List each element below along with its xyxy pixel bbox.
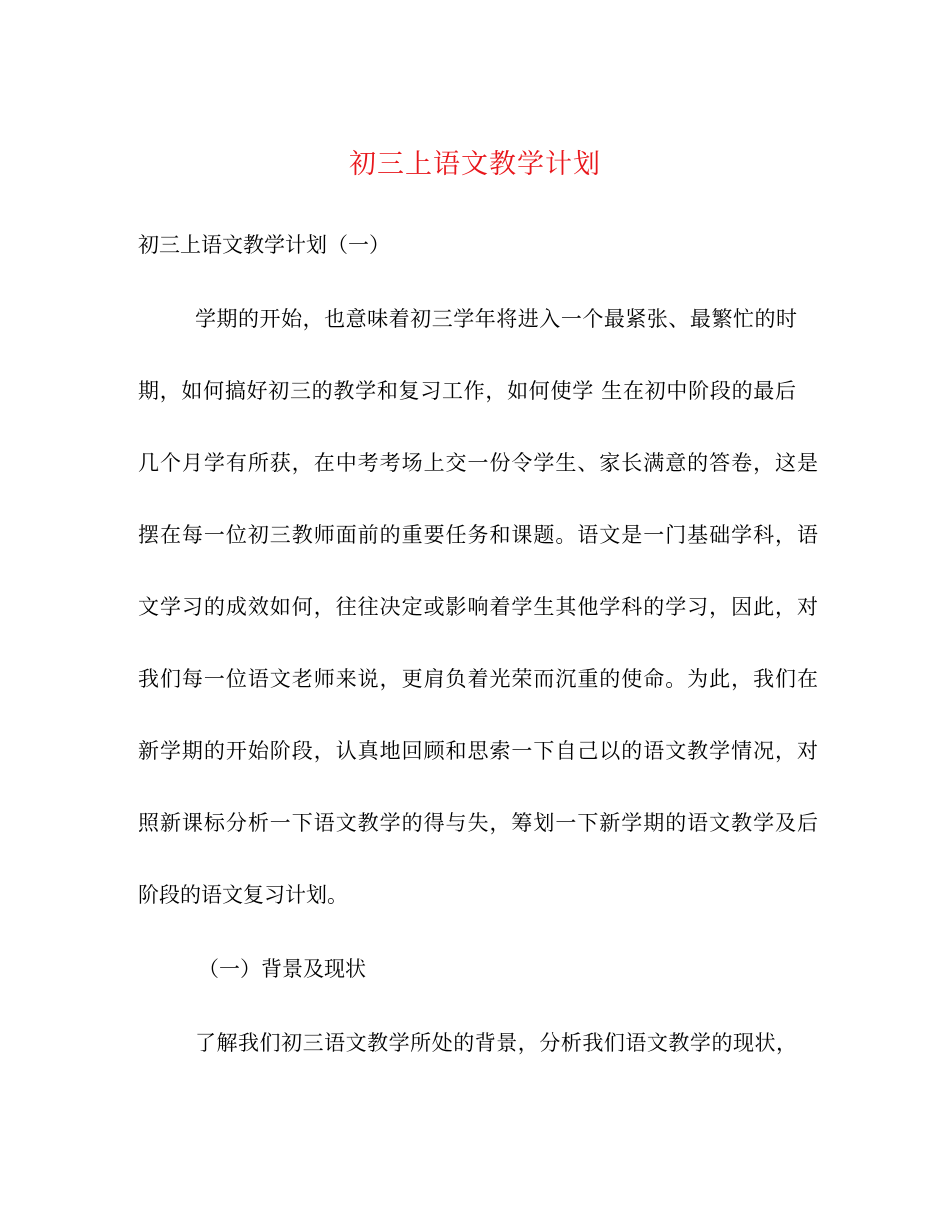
paragraph-line: 期，如何搞好初三的教学和复习工作，如何使学 生在初中阶段的最后 xyxy=(138,379,796,403)
paragraph-line: 几个月学有所获，在中考考场上交一份令学生、家长满意的答卷，这是 xyxy=(138,451,818,475)
paragraph-line: 照新课标分析一下语文教学的得与失，筹划一下新学期的语文教学及后 xyxy=(138,811,818,835)
paragraph-line: 我们每一位语文老师来说，更肩负着光荣而沉重的使命。为此，我们在 xyxy=(138,667,818,691)
paragraph-line: 摆在每一位初三教师面前的重要任务和课题。语文是一门基础学科，语 xyxy=(138,523,818,547)
section-heading: （一）背景及现状 xyxy=(198,957,366,981)
document-title: 初三上语文教学计划 xyxy=(349,149,601,180)
paragraph-line: 新学期的开始阶段，认真地回顾和思索一下自己以的语文教学情况，对 xyxy=(138,739,818,763)
paragraph-line: 阶段的语文复习计划。 xyxy=(138,883,348,907)
document-subtitle: 初三上语文教学计划（一） xyxy=(138,233,390,257)
paragraph-line: 文学习的成效如何，往往决定或影响着学生其他学科的学习，因此，对 xyxy=(138,595,818,619)
paragraph-line: 学期的开始，也意味着初三学年将进入一个最紧张、最繁忙的时 xyxy=(195,307,797,331)
paragraph-line: 了解我们初三语文教学所处的背景，分析我们语文教学的现状， xyxy=(195,1031,797,1055)
